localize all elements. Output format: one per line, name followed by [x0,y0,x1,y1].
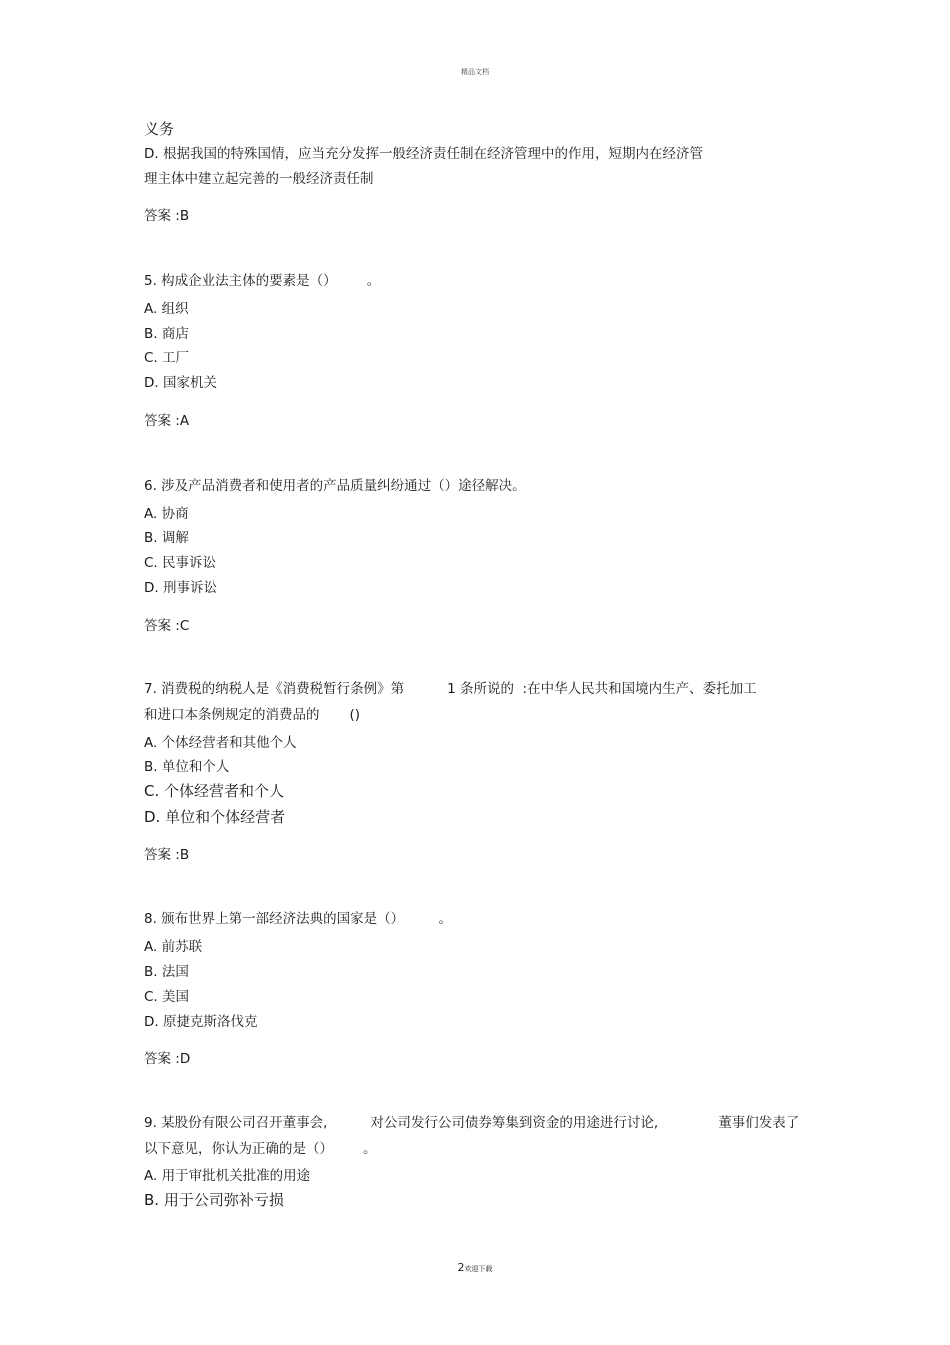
option: C. 美国 [144,989,190,1005]
footer-text: 欢迎下载 [464,1265,493,1273]
option: A. 协商 [144,506,189,522]
question-stem: 7. 消费税的纳税人是《消费税暂行条例》第 1 条所说的 :在中华人民共和国境内生产、委托加工 [144,681,757,697]
option: D. 国家机关 [144,375,217,391]
answer: 答案 :B [144,847,190,863]
answer: 答案 :A [144,413,190,429]
option-d-cont: 理主体中建立起完善的一般经济责任制 [144,171,374,187]
question-stem-cont: 以下意见，你认为正确的是（） 。 [144,1141,377,1157]
option: D. 单位和个体经营者 [144,808,286,826]
question-stem-cont: 和进口本条例规定的消费品的 () [144,707,361,723]
option: D. 原捷克斯洛伐克 [144,1014,258,1030]
answer: 答案 :B [144,208,190,224]
continuation-tail: 义务 [144,120,175,138]
option: C. 个体经营者和个人 [144,782,285,800]
page-number: 2 [457,1261,465,1274]
question-stem: 6. 涉及产品消费者和使用者的产品质量纠纷通过（）途径解决。 [144,478,526,494]
option: A. 前苏联 [144,939,203,955]
option: D. 刑事诉讼 [144,580,217,596]
page-header: 精品文档 [461,68,489,76]
answer: 答案 :C [144,618,190,634]
option: C. 民事诉讼 [144,555,217,571]
option: A. 组织 [144,301,189,317]
question-stem: 8. 颁布世界上第一部经济法典的国家是（） 。 [144,911,453,927]
question-stem: 5. 构成企业法主体的要素是（） 。 [144,273,381,289]
option: C. 工厂 [144,350,190,366]
question-stem: 9. 某股份有限公司召开董事会, 对公司发行公司债券筹集到资金的用途进行讨论, 董事们发表了 [144,1115,800,1131]
option: B. 单位和个人 [144,759,230,775]
option: A. 用于审批机关批准的用途 [144,1168,311,1184]
page-footer [0,1261,950,1274]
answer: 答案 :D [144,1051,191,1067]
option: B. 法国 [144,964,189,980]
option: B. 用于公司弥补亏损 [144,1191,284,1209]
option-d: D. 根据我国的特殊国情，应当充分发挥一般经济责任制在经济管理中的作用，短期内在经济管 [144,146,703,162]
option: B. 商店 [144,326,189,342]
option: B. 调解 [144,530,189,546]
option: A. 个体经营者和其他个人 [144,735,297,751]
